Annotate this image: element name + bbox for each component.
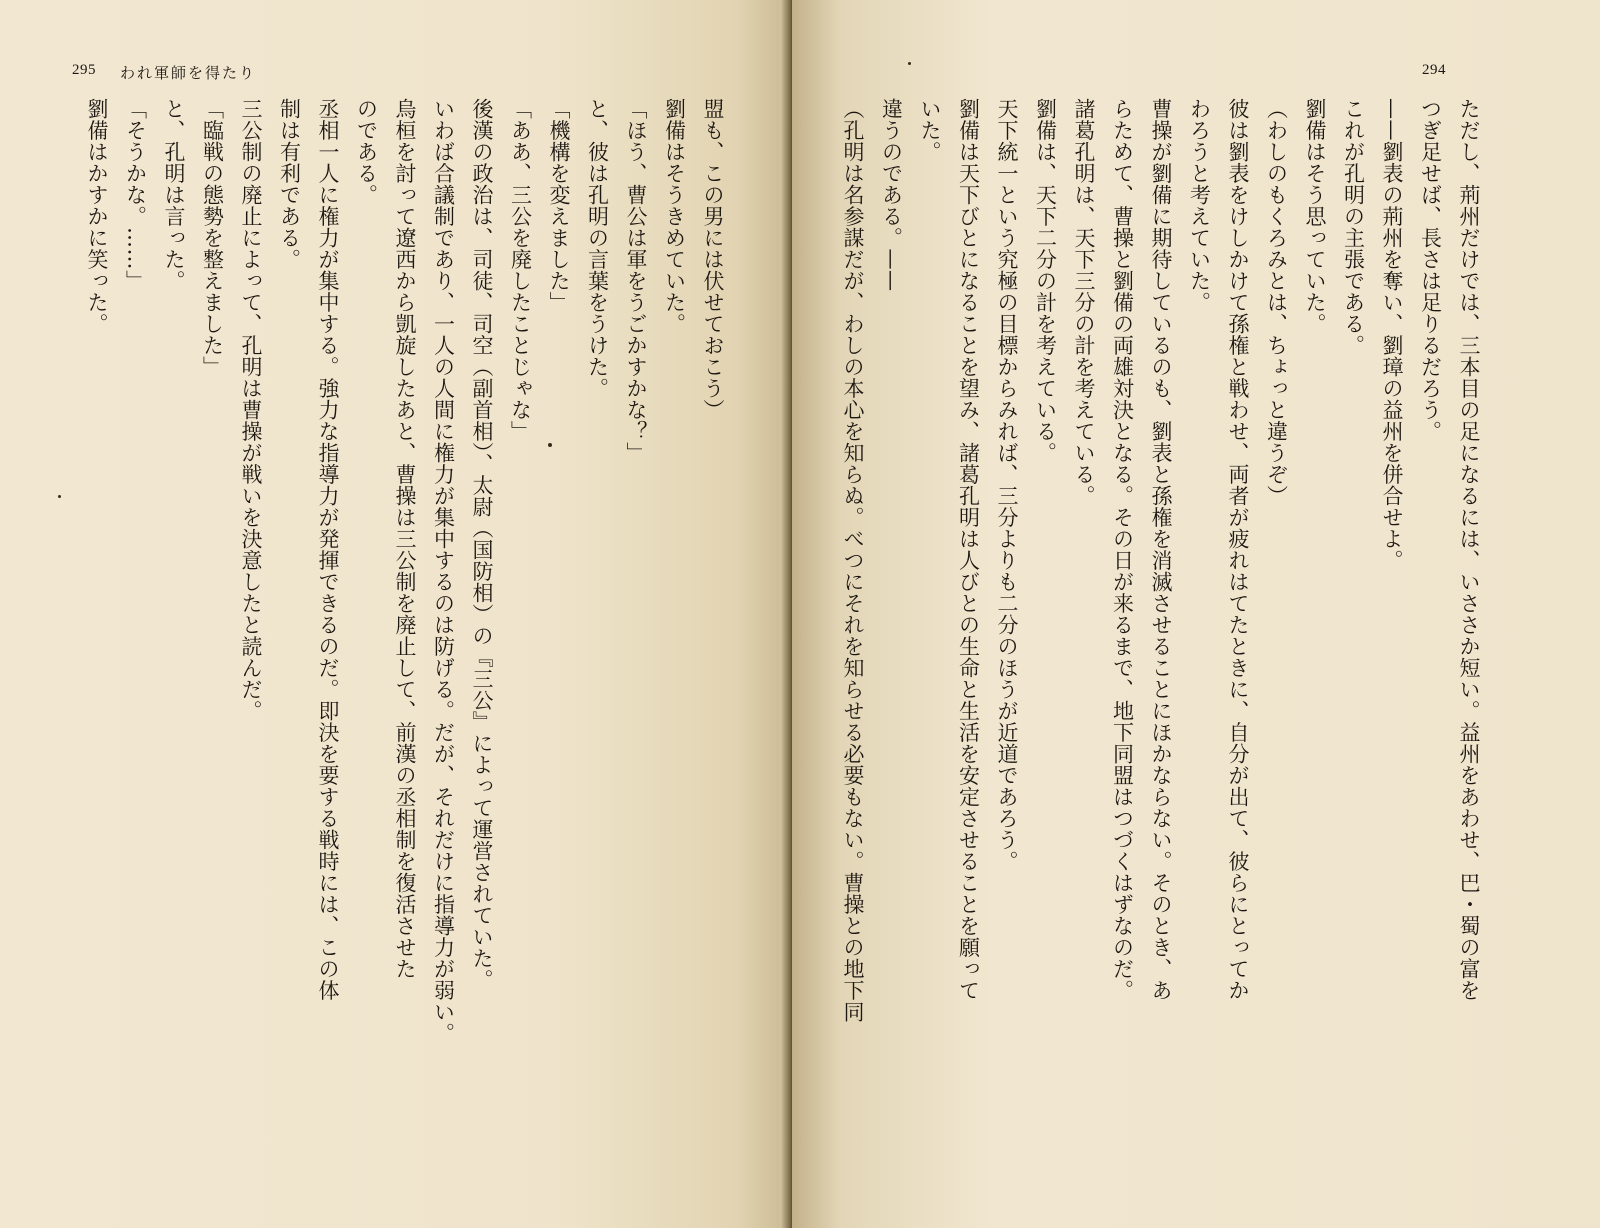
text-line: 劉備はそう思っていた。 (1303, 98, 1327, 335)
text-line: 制は有利である。 (277, 98, 302, 270)
text-line: 「ああ、三公を廃したことじゃな」 (508, 98, 533, 442)
ink-speck (548, 443, 552, 447)
text-line: 諸葛孔明は、天下三分の計を考えている。 (1072, 98, 1096, 507)
text-line: わろうと考えていた。 (1187, 98, 1212, 313)
text-line: 烏桓を討って遼西から凱旋したあと、曹操は三公制を廃止して、前漢の丞相制を復活させた (393, 98, 417, 980)
text-line: 劉備はそうきめていた。 (662, 98, 687, 335)
right-body-text (834, 98, 1489, 1198)
text-line: （わしのもくろみとは、ちょっと違うぞ） (1264, 98, 1289, 507)
text-line: これが孔明の主張である。 (1341, 98, 1366, 356)
text-line: 三公制の廃止によって、孔明は曹操が戦いを決意したと読んだ。 (239, 98, 263, 722)
left-page-number: 295 (72, 62, 96, 78)
right-page (792, 0, 1600, 1228)
text-line: のである。 (354, 98, 379, 206)
left-page (0, 0, 792, 1228)
text-line: 「機構を変えました」 (547, 98, 571, 313)
text-line: と、彼は孔明の言葉をうけた。 (585, 98, 610, 399)
text-line: 天下統一という究極の目標からみれば、三分よりも二分のほうが近道であろう。 (995, 98, 1019, 872)
text-line: らためて、曹操と劉備の両雄対決となる。その日が来るまで、地下同盟はつづくはずなのだ。 (1110, 98, 1135, 1001)
text-line: 盟も、この男には伏せておこう） (701, 98, 725, 421)
text-line: （孔明は名参謀だが、わしの本心を知らぬ。べつにそれを知らせる必要もない。曹操との地下同 (841, 98, 865, 1023)
text-line: つぎ足せば、長さは足りるだろう。 (1418, 98, 1443, 442)
text-line: 後漢の政治は、司徒、司空（副首相）、太尉（国防相）の『三公』によって運営されていた。 (470, 98, 494, 991)
right-page-number: 294 (1422, 62, 1446, 78)
text-line: と、孔明は言った。 (162, 98, 186, 292)
text-line: 「ほう、曹公は軍をうごかすかな？」 (624, 98, 648, 464)
text-line: 曹操が劉備に期待しているのも、劉表と孫権を消滅させることにほかならない。そのとき、あ (1149, 98, 1173, 1001)
text-line: 劉備は、天下二分の計を考えている。 (1033, 98, 1058, 464)
text-line: 「そうかな。……」 (123, 98, 148, 292)
ink-speck (908, 62, 911, 65)
left-body-text (78, 98, 733, 1198)
text-line: 丞相一人に権力が集中する。強力な指導力が発揮できるのだ。即決を要する戦時には、この体 (316, 98, 340, 1001)
ink-speck (58, 495, 61, 498)
text-line: いた。 (918, 98, 942, 163)
text-line: 彼は劉表をけしかけて孫権と戦わせ、両者が疲れはてたときに、自分が出て、彼らにとってか (1226, 98, 1250, 1001)
text-line: 違うのである。—— (879, 98, 904, 292)
text-line: ——劉表の荊州を奪い、劉璋の益州を併合せよ。 (1380, 98, 1404, 571)
text-line: いわば合議制であり、一人の人間に権力が集中するのは防げる。だが、それだけに指導力が弱い。 (431, 98, 456, 1044)
text-line: 劉備はかすかに笑った。 (85, 98, 109, 335)
text-line: ただし、荊州だけでは、三本目の足になるには、いささか短い。益州をあわせ、巴・蜀の富を (1457, 98, 1481, 1001)
running-head: われ軍師を得たり (120, 64, 257, 82)
text-line: 「臨戦の態勢を整えました」 (200, 98, 225, 378)
text-line: 劉備は天下びとになることを望み、諸葛孔明は人びとの生命と生活を安定させることを願って (956, 98, 981, 1001)
